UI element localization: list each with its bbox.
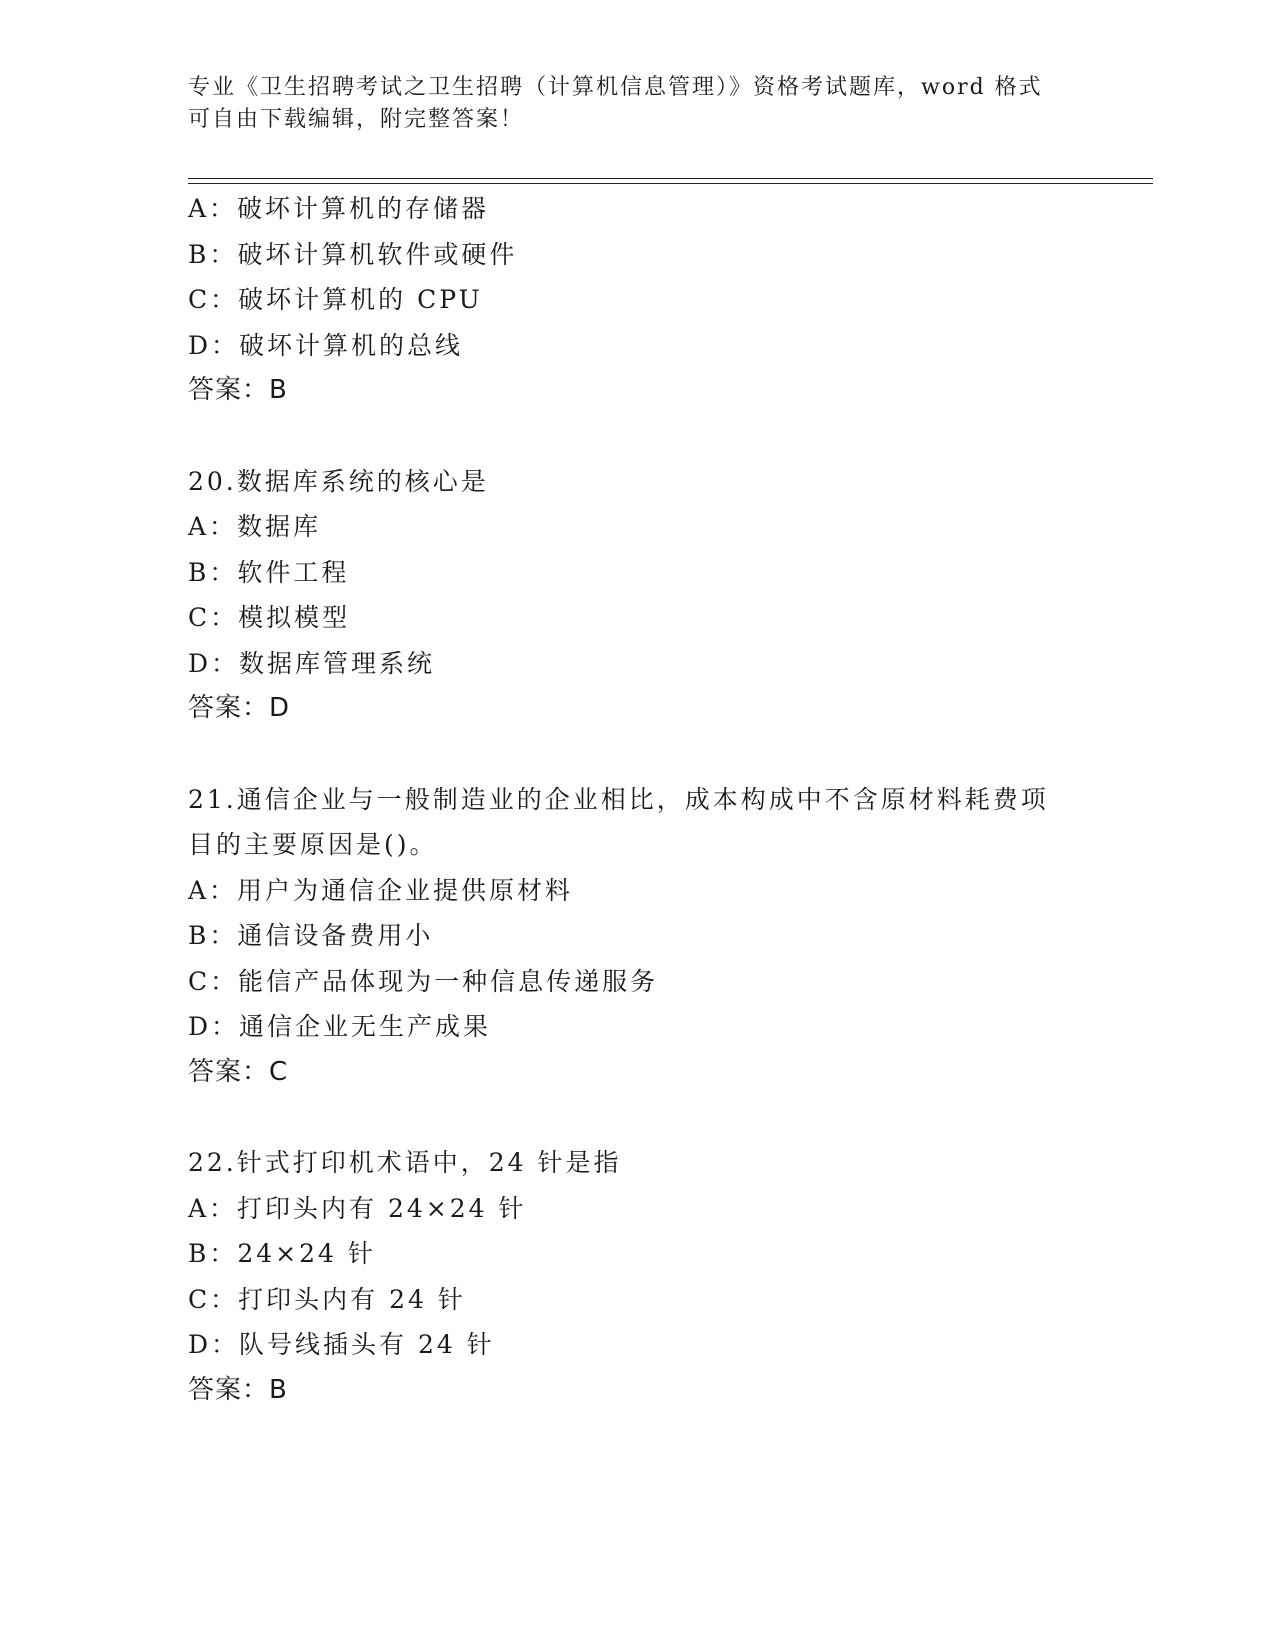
option-b: B：软件工程 — [188, 557, 350, 587]
option-b: B：24×24 针 — [188, 1239, 376, 1268]
question-stem: 20.数据库系统的核心是 — [188, 466, 489, 496]
continued-question — [188, 186, 1153, 414]
answer-line: 答案：D — [188, 693, 291, 723]
option-d: D：通信企业无生产成果 — [188, 1012, 492, 1041]
option-b: B：破坏计算机软件或硬件 — [188, 239, 518, 269]
question-list — [188, 186, 1153, 1413]
question-22 — [188, 1140, 1153, 1413]
question-stem: 22.针式打印机术语中，24 针是指 — [188, 1148, 622, 1177]
option-c: C：打印头内有 24 针 — [188, 1284, 466, 1314]
option-d: D：破坏计算机的总线 — [188, 330, 464, 360]
option-d: D：数据库管理系统 — [188, 648, 436, 678]
answer-line: 答案：C — [188, 1056, 289, 1087]
header-title-line-2: 可自由下载编辑，附完整答案！ — [188, 107, 525, 132]
question-stem-continued: 目的主要原因是()。 — [188, 830, 438, 859]
header-title-line-1: 专业《卫生招聘考试之卫生招聘（计算机信息管理）》资格考试题库，word 格式 — [188, 75, 1043, 100]
option-c: C：能信产品体现为一种信息传递服务 — [188, 966, 659, 996]
option-d: D：队号线插头有 24 针 — [188, 1330, 495, 1359]
header-double-rule — [188, 178, 1153, 184]
option-c: C：破坏计算机的 CPU — [188, 285, 483, 314]
page-header — [188, 72, 1088, 136]
option-a: A：破坏计算机的存储器 — [188, 194, 490, 223]
option-c: C：模拟模型 — [188, 603, 351, 632]
answer-line: 答案：B — [188, 375, 288, 405]
option-b: B：通信设备费用小 — [188, 921, 434, 950]
option-a: A：打印头内有 24×24 针 — [188, 1193, 527, 1223]
question-stem: 21.通信企业与一般制造业的企业相比，成本构成中不含原材料耗费项 — [188, 784, 1049, 814]
question-21 — [188, 777, 1153, 1096]
option-a: A：数据库 — [188, 512, 322, 541]
question-20 — [188, 459, 1153, 732]
answer-line: 答案：B — [188, 1374, 288, 1405]
option-a: A：用户为通信企业提供原材料 — [188, 875, 574, 905]
